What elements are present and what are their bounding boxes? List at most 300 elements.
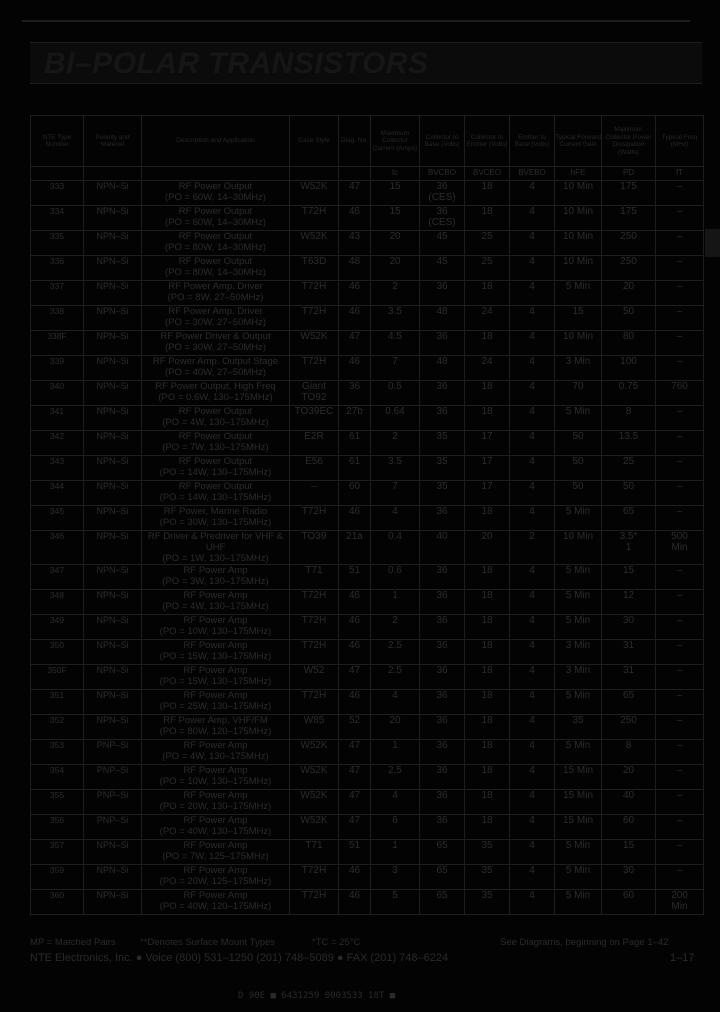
case-cell: T72H — [290, 865, 339, 890]
bvebo-cell: 4 — [510, 890, 555, 915]
ft-cell: – — [656, 840, 704, 865]
bvceo-cell: 18 — [465, 590, 510, 615]
bvebo-cell: 4 — [510, 356, 555, 381]
ic-cell: 0.5 — [371, 381, 420, 406]
pol-cell: NPN–Si — [84, 531, 142, 565]
pol-cell: NPN–Si — [84, 481, 142, 506]
pol-cell: PNP–Si — [84, 765, 142, 790]
ft-cell: – — [656, 790, 704, 815]
hfe-cell: 5 Min — [555, 281, 602, 306]
pd-cell: 31 — [602, 640, 656, 665]
table-row — [31, 640, 704, 665]
pd-cell: 20 — [602, 765, 656, 790]
ft-cell: – — [656, 481, 704, 506]
nte-cell: 343 — [31, 456, 84, 481]
hfe-cell: 15 Min — [555, 790, 602, 815]
diagrams-note: See Diagrams, beginning on Page 1–42 — [500, 937, 669, 948]
bvceo-cell: 18 — [465, 331, 510, 356]
ft-cell: 500 Min — [656, 531, 704, 565]
pol-cell: NPN–Si — [84, 306, 142, 331]
bvcbo-cell: 36 — [420, 590, 465, 615]
case-cell: T72H — [290, 306, 339, 331]
print-code: D 90E ■ 6431259 0003533 18T ■ — [238, 991, 396, 1001]
pol-cell: NPN–Si — [84, 456, 142, 481]
bvcbo-cell: 48 — [420, 356, 465, 381]
nte-cell: 344 — [31, 481, 84, 506]
case-cell: Giant TO92 — [290, 381, 339, 406]
case-cell: T72H — [290, 690, 339, 715]
bvcbo-cell: 36 — [420, 281, 465, 306]
case-cell: T72H — [290, 506, 339, 531]
bvebo-cell: 4 — [510, 715, 555, 740]
description-cell: RF Power Amp, VHF/FM (PO = 80W, 120–175MHz) — [142, 715, 290, 740]
pd-cell: 13.5 — [602, 431, 656, 456]
case-cell: W52K — [290, 331, 339, 356]
bvcbo-cell: 65 — [420, 840, 465, 865]
transistor-table — [30, 115, 704, 915]
pol-cell: NPN–Si — [84, 840, 142, 865]
diag-cell: 47 — [339, 815, 371, 840]
diag-cell: 46 — [339, 206, 371, 231]
case-cell: W52K — [290, 790, 339, 815]
case-cell: T72H — [290, 281, 339, 306]
pol-cell: NPN–Si — [84, 406, 142, 431]
table-row — [31, 865, 704, 890]
ft-cell: – — [656, 406, 704, 431]
table-row — [31, 181, 704, 206]
hfe-cell: 5 Min — [555, 406, 602, 431]
bvebo-cell: 4 — [510, 331, 555, 356]
diag-cell: 60 — [339, 481, 371, 506]
description-cell: RF Power Output (PO = 80W, 14–30MHz) — [142, 231, 290, 256]
description-cell: RF Power Amp. Output Stage (PO = 40W, 27–50MHz) — [142, 356, 290, 381]
ft-cell: – — [656, 256, 704, 281]
bvceo-cell: 18 — [465, 181, 510, 206]
bvceo-cell: 18 — [465, 640, 510, 665]
description-cell: RF Power Output, High Freq (PO = 0.6W, 130–175MHz) — [142, 381, 290, 406]
ic-cell: 3 — [371, 865, 420, 890]
bvcbo-cell: 36 — [420, 381, 465, 406]
pd-cell: 15 — [602, 565, 656, 590]
ft-cell: – — [656, 331, 704, 356]
diag-cell: 46 — [339, 506, 371, 531]
case-cell: W52K — [290, 815, 339, 840]
table-row — [31, 306, 704, 331]
case-cell: E2R — [290, 431, 339, 456]
table-body — [31, 181, 704, 915]
bvceo-cell: 35 — [465, 890, 510, 915]
hfe-cell: 5 Min — [555, 690, 602, 715]
hfe-cell: 5 Min — [555, 840, 602, 865]
pd-cell: 30 — [602, 615, 656, 640]
nte-cell: 354 — [31, 765, 84, 790]
column-header: Collector to Emitter (Volts) — [465, 116, 510, 167]
pol-cell: PNP–Si — [84, 740, 142, 765]
nte-cell: 360 — [31, 890, 84, 915]
bvceo-cell: 17 — [465, 481, 510, 506]
diag-cell: 48 — [339, 256, 371, 281]
table-row — [31, 890, 704, 915]
case-cell: T72H — [290, 615, 339, 640]
bvebo-cell: 4 — [510, 406, 555, 431]
symbol-cell: BVCBO — [420, 167, 465, 181]
case-cell: T72H — [290, 890, 339, 915]
ft-cell: – — [656, 431, 704, 456]
diag-cell: 21a — [339, 531, 371, 565]
pol-cell: NPN–Si — [84, 665, 142, 690]
diag-cell: 27b — [339, 406, 371, 431]
symbol-cell — [339, 167, 371, 181]
nte-cell: 337 — [31, 281, 84, 306]
bvcbo-cell: 35 — [420, 456, 465, 481]
bvcbo-cell: 35 — [420, 431, 465, 456]
pol-cell: NPN–Si — [84, 890, 142, 915]
ft-cell: – — [656, 690, 704, 715]
table-row — [31, 281, 704, 306]
description-cell: RF Power Amp (PO = 15W, 130–175MHz) — [142, 640, 290, 665]
description-cell: RF Power Amp (PO = 20W, 125–175MHz) — [142, 865, 290, 890]
bvebo-cell: 4 — [510, 481, 555, 506]
diag-cell: 46 — [339, 890, 371, 915]
pol-cell: NPN–Si — [84, 256, 142, 281]
column-header: Maximum Collector Current (Amps) — [371, 116, 420, 167]
ic-cell: 3.5 — [371, 456, 420, 481]
table-row — [31, 815, 704, 840]
hfe-cell: 5 Min — [555, 590, 602, 615]
ft-cell: – — [656, 356, 704, 381]
table-row — [31, 715, 704, 740]
bvcbo-cell: 36 — [420, 690, 465, 715]
pol-cell: NPN–Si — [84, 865, 142, 890]
hfe-cell: 3 Min — [555, 356, 602, 381]
bvcbo-cell: 36 — [420, 715, 465, 740]
description-cell: RF Power Amp (PO = 10W, 130–175MHz) — [142, 615, 290, 640]
case-cell: W52K — [290, 765, 339, 790]
table-row — [31, 665, 704, 690]
nte-cell: 335 — [31, 231, 84, 256]
hfe-cell: 3 Min — [555, 640, 602, 665]
symbol-cell — [84, 167, 142, 181]
ft-cell: – — [656, 740, 704, 765]
description-cell: RF Power Output (PO = 4W, 130–175MHz) — [142, 406, 290, 431]
ic-cell: 4 — [371, 690, 420, 715]
bvceo-cell: 18 — [465, 665, 510, 690]
bvcbo-cell: 36 — [420, 765, 465, 790]
surface-mount-note: **Denotes Surface Mount Types — [140, 937, 276, 948]
nte-cell: 357 — [31, 840, 84, 865]
diag-cell: 46 — [339, 281, 371, 306]
nte-cell: 350F — [31, 665, 84, 690]
ic-cell: 2.5 — [371, 665, 420, 690]
column-header: Emitter to Base (Volts) — [510, 116, 555, 167]
hfe-cell: 10 Min — [555, 331, 602, 356]
ic-cell: 0.6 — [371, 565, 420, 590]
description-cell: RF Driver & Predriver for VHF & UHF (PO = 1W, 130–175MHz) — [142, 531, 290, 565]
ft-cell: – — [656, 765, 704, 790]
bvceo-cell: 18 — [465, 506, 510, 531]
hfe-cell: 10 Min — [555, 231, 602, 256]
nte-cell: 349 — [31, 615, 84, 640]
ic-cell: 20 — [371, 231, 420, 256]
diag-cell: 47 — [339, 331, 371, 356]
description-cell: RF Power Output (PO = 14W, 130–175MHz) — [142, 481, 290, 506]
pol-cell: NPN–Si — [84, 506, 142, 531]
symbol-cell — [290, 167, 339, 181]
case-cell: W52K — [290, 740, 339, 765]
symbol-cell: PD — [602, 167, 656, 181]
table-row — [31, 531, 704, 565]
ic-cell: 4 — [371, 506, 420, 531]
column-header: Polarity and Material — [84, 116, 142, 167]
pd-cell: 40 — [602, 790, 656, 815]
ft-cell: – — [656, 665, 704, 690]
pd-cell: 8 — [602, 406, 656, 431]
case-cell: W52 — [290, 665, 339, 690]
case-cell: T72H — [290, 640, 339, 665]
pol-cell: NPN–Si — [84, 281, 142, 306]
table-row — [31, 256, 704, 281]
page-number: 1–17 — [670, 952, 695, 964]
bvcbo-cell: 36 (CES) — [420, 181, 465, 206]
pd-cell: 0.75 — [602, 381, 656, 406]
case-cell: W52K — [290, 231, 339, 256]
case-cell: T72H — [290, 206, 339, 231]
table-row — [31, 206, 704, 231]
bvcbo-cell: 36 — [420, 615, 465, 640]
diag-cell: 61 — [339, 431, 371, 456]
nte-cell: 340 — [31, 381, 84, 406]
ic-cell: 0.4 — [371, 531, 420, 565]
pd-cell: 30 — [602, 865, 656, 890]
description-cell: RF Power Amp (PO = 15W, 130–175MHz) — [142, 665, 290, 690]
header-row — [31, 116, 704, 167]
ft-cell: 200 Min — [656, 890, 704, 915]
bvcbo-cell: 65 — [420, 865, 465, 890]
ft-cell: – — [656, 715, 704, 740]
bvcbo-cell: 36 — [420, 331, 465, 356]
case-cell: TO39 — [290, 531, 339, 565]
bvceo-cell: 35 — [465, 865, 510, 890]
description-cell: RF Power Amp (PO = 40W, 130–175MHz) — [142, 815, 290, 840]
bvceo-cell: 25 — [465, 256, 510, 281]
bvebo-cell: 4 — [510, 381, 555, 406]
diag-cell: 46 — [339, 615, 371, 640]
ft-cell: – — [656, 231, 704, 256]
table-row — [31, 231, 704, 256]
diag-cell: 47 — [339, 665, 371, 690]
column-header: Typical Freq (MHz) — [656, 116, 704, 167]
ic-cell: 4 — [371, 790, 420, 815]
description-cell: RF Power Amp (PO = 7W, 125–175MHz) — [142, 840, 290, 865]
hfe-cell: 15 Min — [555, 815, 602, 840]
bvcbo-cell: 65 — [420, 890, 465, 915]
pd-cell: 31 — [602, 665, 656, 690]
ft-cell: – — [656, 506, 704, 531]
bvceo-cell: 18 — [465, 715, 510, 740]
pd-cell: 175 — [602, 181, 656, 206]
nte-cell: 336 — [31, 256, 84, 281]
bvcbo-cell: 35 — [420, 481, 465, 506]
pd-cell: 50 — [602, 306, 656, 331]
ft-cell: – — [656, 456, 704, 481]
pd-cell: 65 — [602, 690, 656, 715]
column-header: Diag. No. — [339, 116, 371, 167]
nte-cell: 352 — [31, 715, 84, 740]
diag-cell: 43 — [339, 231, 371, 256]
table-row — [31, 765, 704, 790]
bvebo-cell: 4 — [510, 640, 555, 665]
table-row — [31, 356, 704, 381]
bvcbo-cell: 40 — [420, 531, 465, 565]
hfe-cell: 5 Min — [555, 565, 602, 590]
case-cell: T63D — [290, 256, 339, 281]
bvebo-cell: 4 — [510, 740, 555, 765]
hfe-cell: 5 Min — [555, 615, 602, 640]
case-cell: E56 — [290, 456, 339, 481]
hfe-cell: 10 Min — [555, 206, 602, 231]
ic-cell: 20 — [371, 715, 420, 740]
nte-cell: 356 — [31, 815, 84, 840]
pol-cell: NPN–Si — [84, 231, 142, 256]
section-tab — [705, 229, 720, 257]
pd-cell: 3.5* 1 — [602, 531, 656, 565]
nte-cell: 333 — [31, 181, 84, 206]
bvebo-cell: 2 — [510, 531, 555, 565]
ft-cell: – — [656, 865, 704, 890]
bvebo-cell: 4 — [510, 456, 555, 481]
hfe-cell: 35 — [555, 715, 602, 740]
case-cell: T72H — [290, 590, 339, 615]
ic-cell: 4.5 — [371, 331, 420, 356]
diag-cell: 46 — [339, 865, 371, 890]
pol-cell: NPN–Si — [84, 690, 142, 715]
ic-cell: 2 — [371, 281, 420, 306]
bvceo-cell: 25 — [465, 231, 510, 256]
ft-cell: – — [656, 206, 704, 231]
pol-cell: NPN–Si — [84, 431, 142, 456]
bvceo-cell: 35 — [465, 840, 510, 865]
bvcbo-cell: 45 — [420, 231, 465, 256]
hfe-cell: 5 Min — [555, 506, 602, 531]
hfe-cell: 50 — [555, 481, 602, 506]
nte-cell: 359 — [31, 865, 84, 890]
bvcbo-cell: 36 — [420, 665, 465, 690]
pd-cell: 250 — [602, 256, 656, 281]
bvebo-cell: 4 — [510, 790, 555, 815]
bvebo-cell: 4 — [510, 506, 555, 531]
table-row — [31, 431, 704, 456]
bvcbo-cell: 36 — [420, 815, 465, 840]
table-row — [31, 565, 704, 590]
description-cell: RF Power, Marine Radio (PO = 30W, 130–175MHz) — [142, 506, 290, 531]
bvceo-cell: 18 — [465, 765, 510, 790]
pd-cell: 80 — [602, 331, 656, 356]
pd-cell: 65 — [602, 506, 656, 531]
case-temp-note: *TC = 25°C — [312, 937, 361, 948]
hfe-cell: 15 — [555, 306, 602, 331]
nte-cell: 342 — [31, 431, 84, 456]
table-row — [31, 406, 704, 431]
nte-cell: 347 — [31, 565, 84, 590]
top-rule — [22, 20, 690, 22]
diag-cell: 61 — [339, 456, 371, 481]
matched-pairs-note: MP = Matched Pairs — [30, 937, 116, 948]
pd-cell: 175 — [602, 206, 656, 231]
description-cell: RF Power Amp (PO = 4W, 130–175MHz) — [142, 590, 290, 615]
diag-cell: 47 — [339, 790, 371, 815]
nte-cell: 346 — [31, 531, 84, 565]
ic-cell: 0.64 — [371, 406, 420, 431]
description-cell: RF Power Amp. Driver (PO = 8W, 27–50MHz) — [142, 281, 290, 306]
ic-cell: 7 — [371, 356, 420, 381]
nte-cell: 338 — [31, 306, 84, 331]
diag-cell: 46 — [339, 306, 371, 331]
bvceo-cell: 17 — [465, 456, 510, 481]
nte-cell: 345 — [31, 506, 84, 531]
bvebo-cell: 4 — [510, 256, 555, 281]
table-row — [31, 331, 704, 356]
description-cell: RF Power Amp (PO = 10W, 130–175MHz) — [142, 765, 290, 790]
description-cell: RF Power Output (PO = 7W, 130–175MHz) — [142, 431, 290, 456]
bvebo-cell: 4 — [510, 306, 555, 331]
ft-cell: – — [656, 281, 704, 306]
hfe-cell: 10 Min — [555, 256, 602, 281]
column-header: NTE Type Number — [31, 116, 84, 167]
ft-cell: – — [656, 815, 704, 840]
pol-cell: NPN–Si — [84, 715, 142, 740]
ft-cell: – — [656, 615, 704, 640]
table-row — [31, 506, 704, 531]
ic-cell: 1 — [371, 740, 420, 765]
pol-cell: NPN–Si — [84, 181, 142, 206]
pd-cell: 15 — [602, 840, 656, 865]
hfe-cell: 3 Min — [555, 665, 602, 690]
diag-cell: 46 — [339, 590, 371, 615]
ft-cell: 760 — [656, 381, 704, 406]
table-row — [31, 381, 704, 406]
table-row — [31, 456, 704, 481]
nte-cell: 339 — [31, 356, 84, 381]
diag-cell: 51 — [339, 565, 371, 590]
description-cell: RF Power Driver & Output (PO = 30W, 27–50MHz) — [142, 331, 290, 356]
ft-cell: – — [656, 181, 704, 206]
table-row — [31, 740, 704, 765]
nte-cell: 338F — [31, 331, 84, 356]
pol-cell: NPN–Si — [84, 206, 142, 231]
bvebo-cell: 4 — [510, 206, 555, 231]
nte-cell: 353 — [31, 740, 84, 765]
nte-cell: 341 — [31, 406, 84, 431]
pd-cell: 50 — [602, 481, 656, 506]
description-cell: RF Power Amp (PO = 40W, 120–175MHz) — [142, 890, 290, 915]
table-row — [31, 790, 704, 815]
bvebo-cell: 4 — [510, 231, 555, 256]
pol-cell: NPN–Si — [84, 381, 142, 406]
page-title: BI–POLAR TRANSISTORS — [44, 47, 429, 80]
title-banner — [30, 42, 702, 84]
diag-cell: 46 — [339, 690, 371, 715]
description-cell: RF Power Amp (PO = 20W, 130–175MHz) — [142, 790, 290, 815]
diag-cell: 36 — [339, 381, 371, 406]
ic-cell: 5 — [371, 890, 420, 915]
bvceo-cell: 17 — [465, 431, 510, 456]
bvcbo-cell: 36 — [420, 740, 465, 765]
bvebo-cell: 4 — [510, 590, 555, 615]
diag-cell: 51 — [339, 840, 371, 865]
diag-cell: 47 — [339, 181, 371, 206]
ic-cell: 2 — [371, 615, 420, 640]
pd-cell: 100 — [602, 356, 656, 381]
